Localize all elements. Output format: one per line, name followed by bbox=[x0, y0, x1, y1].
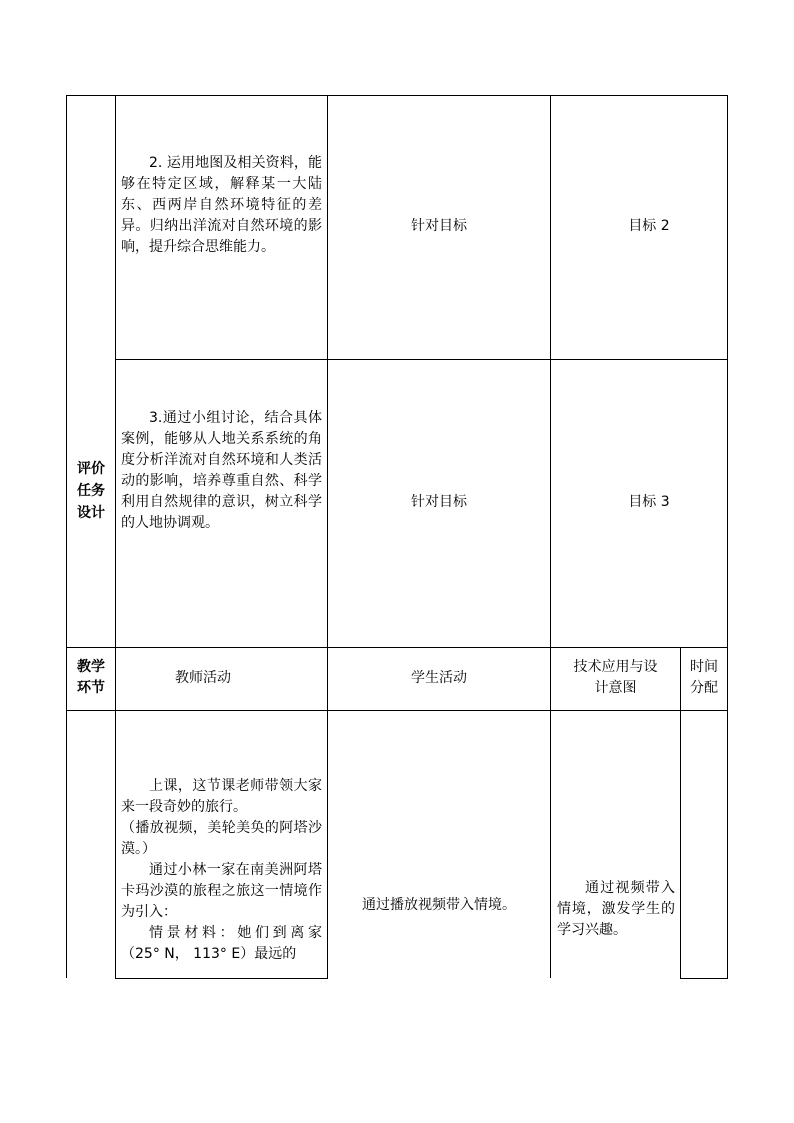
header-time-line: 时间 bbox=[690, 659, 718, 675]
eval-side-label-line: 设计 bbox=[77, 505, 105, 521]
tech-intent-paragraph: 通过视频带入情境，激发学生的学习兴趣。 bbox=[557, 880, 675, 938]
eval-task-text bbox=[121, 408, 322, 534]
tech-intent-text bbox=[557, 878, 675, 941]
teacher-paragraph: 情景材料：她们到离家（25° N， 113° E）最远的 bbox=[121, 925, 322, 962]
eval-target-label: 针对目标 bbox=[411, 218, 467, 234]
teaching-row-bottom bbox=[680, 978, 728, 979]
eval-row-divider bbox=[115, 359, 728, 360]
header-stage-line: 教学 bbox=[77, 659, 105, 675]
table-top-border bbox=[66, 95, 728, 96]
header-teacher bbox=[116, 668, 290, 689]
student-activity-text bbox=[328, 895, 550, 916]
eval-goal-text bbox=[551, 492, 747, 513]
header-student-label: 学生活动 bbox=[411, 670, 467, 686]
table-left-border bbox=[66, 95, 67, 978]
header-tech-line: 计意图 bbox=[594, 680, 637, 696]
teacher-paragraph: 通过小林一家在南美洲阿塔卡玛沙漠的旅程之旅这一情境作为引入： bbox=[121, 862, 322, 920]
eval-side-label-line: 评价 bbox=[77, 461, 105, 477]
header-tech-line: 技术应用与设 bbox=[573, 659, 658, 675]
eval-task-paragraph: 3.通过小组讨论，结合具体案例，能够从人地关系系统的角度分析洋流对自然环境和人类活动的影响，培养尊重自然、科学利用自然规律的意识，树立科学的人地协调观。 bbox=[121, 410, 322, 531]
eval-goal-label: 目标 3 bbox=[628, 494, 670, 510]
section-divider bbox=[66, 647, 728, 648]
col-divider-1 bbox=[115, 95, 116, 978]
eval-goal-text bbox=[551, 216, 747, 237]
header-row-bottom bbox=[66, 710, 728, 711]
student-activity-label: 通过播放视频带入情境。 bbox=[362, 897, 516, 913]
teacher-paragraph: 上课，这节课老师带领大家来一段奇妙的旅行。 bbox=[121, 778, 322, 815]
eval-task-text bbox=[121, 153, 322, 258]
eval-target-text bbox=[328, 492, 550, 513]
teacher-paragraph: （播放视频，美轮美奂的阿塔沙漠。） bbox=[121, 820, 322, 857]
header-stage bbox=[67, 657, 115, 699]
header-time-line: 分配 bbox=[690, 680, 718, 696]
eval-side-label-line: 任务 bbox=[77, 483, 105, 499]
header-student bbox=[328, 668, 550, 689]
eval-side-label bbox=[67, 458, 115, 524]
header-tech bbox=[551, 657, 680, 699]
teacher-activity-text bbox=[121, 776, 322, 965]
eval-task-paragraph: 2. 运用地图及相关资料，能够在特定区域，解释某一大陆东、西两岸自然环境特征的差异。归纳出洋流对自然环境的影响，提升综合思维能力。 bbox=[121, 155, 322, 255]
eval-target-label: 针对目标 bbox=[411, 494, 467, 510]
eval-goal-label: 目标 2 bbox=[628, 218, 670, 234]
header-time bbox=[681, 657, 727, 699]
header-stage-line: 环节 bbox=[77, 680, 105, 696]
eval-target-text bbox=[328, 216, 550, 237]
teaching-row-bottom bbox=[115, 978, 328, 979]
header-teacher-label: 教师活动 bbox=[175, 670, 231, 686]
